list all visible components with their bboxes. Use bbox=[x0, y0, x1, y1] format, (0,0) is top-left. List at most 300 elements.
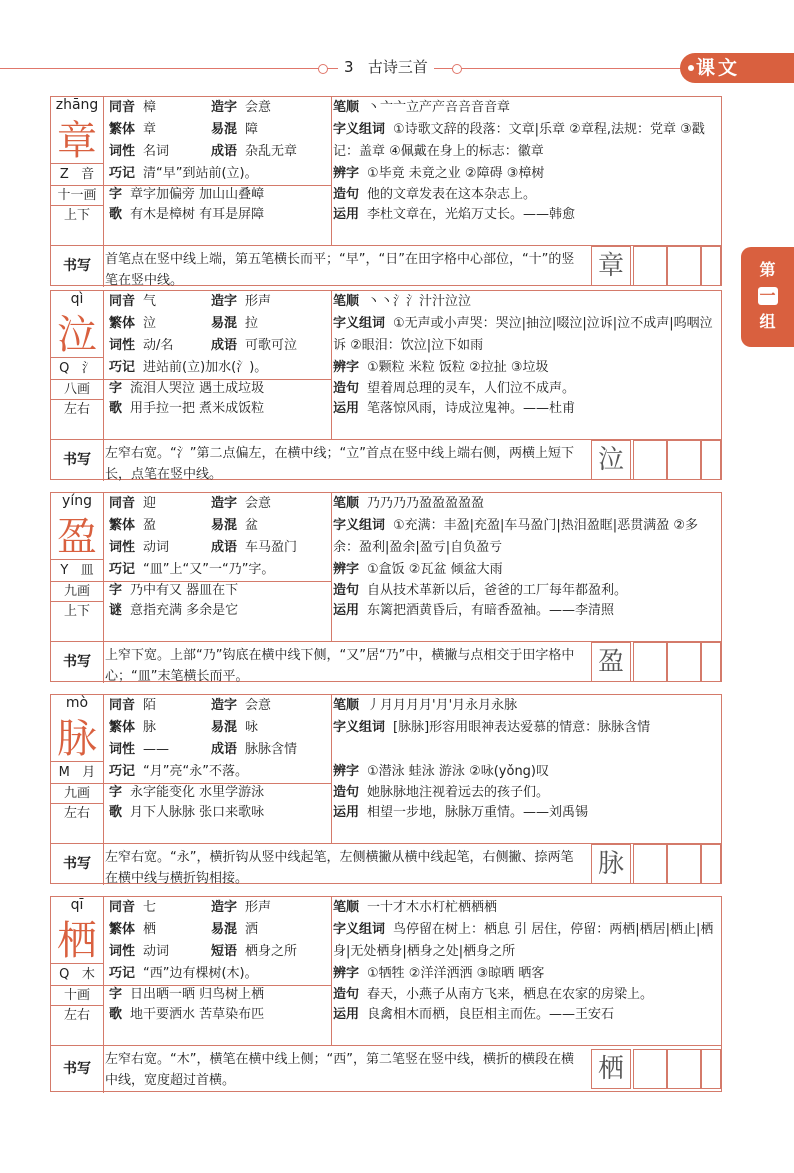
headword-char: 脉 bbox=[57, 716, 97, 762]
index-cell bbox=[51, 559, 103, 582]
info-row bbox=[211, 537, 297, 559]
headword-char: 泣 bbox=[57, 312, 97, 358]
info-row bbox=[109, 739, 169, 761]
poem-usage bbox=[333, 1005, 721, 1025]
mnemonic-row bbox=[109, 163, 258, 185]
structure: 上下 bbox=[51, 601, 103, 622]
row-label: 字义组词 bbox=[333, 518, 386, 533]
writing-guide: 左窄右宽。“木”，横笔在横中线上侧；“西”，第二笔竖在竖中线，横折的横段在横中线，宽度超过首横。 bbox=[105, 1052, 574, 1088]
structure: 左右 bbox=[51, 399, 103, 420]
practice-grid bbox=[667, 440, 701, 480]
writing-guide: 上窄下宽。上部“乃”钩底在横中线下侧，“又”居“乃”中，横撇与点相交于田字格中心；“皿”末笔横长而平。 bbox=[105, 648, 575, 684]
structure: 左右 bbox=[51, 1005, 103, 1026]
row-value: ①潜泳 蛙泳 游泳 ②咏(yǒng)叹 bbox=[367, 764, 550, 779]
example-sentence bbox=[333, 581, 721, 601]
row-value: 形声 bbox=[245, 294, 272, 309]
row-label: 笔顺 bbox=[333, 698, 360, 713]
rhyme-row bbox=[109, 399, 264, 419]
stroke-order bbox=[333, 291, 721, 313]
row-value: 章 bbox=[143, 122, 157, 137]
initial-letter: Q bbox=[59, 967, 70, 982]
row-value: —— bbox=[143, 742, 170, 757]
row-value: 章字加偏旁 加山山叠嶂 bbox=[130, 187, 265, 202]
row-value: 笔落惊风雨，诗成泣鬼神。——杜甫 bbox=[367, 401, 576, 416]
row-value: 进站前(立)加水(氵)。 bbox=[143, 360, 268, 375]
row-value: 盆 bbox=[245, 518, 259, 533]
row-value: 名词 bbox=[143, 144, 170, 159]
row-label: 成语 bbox=[211, 540, 238, 555]
pinyin: zhāng bbox=[55, 97, 99, 113]
row-value: 车马盈门 bbox=[245, 540, 298, 555]
practice-grid bbox=[633, 642, 667, 682]
info-row bbox=[109, 919, 156, 941]
rhyme-row bbox=[109, 379, 264, 399]
row-value: 陌 bbox=[143, 698, 157, 713]
row-value: 动词 bbox=[143, 540, 170, 555]
row-value: 动词 bbox=[143, 944, 170, 959]
meanings bbox=[333, 119, 721, 163]
row-value: ①毕竟 未竟之业 ②障碍 ③樟树 bbox=[367, 166, 545, 181]
meanings bbox=[333, 313, 721, 357]
practice-grid bbox=[667, 844, 701, 884]
practice-grid bbox=[701, 1049, 721, 1089]
row-value: 用手拉一把 煮米成饭粒 bbox=[130, 401, 265, 416]
row-label: 巧记 bbox=[109, 562, 136, 577]
example-sentence bbox=[333, 379, 721, 399]
row-value: 李杜文章在，光焰万丈长。——韩愈 bbox=[367, 207, 576, 222]
row-label: 词性 bbox=[109, 144, 136, 159]
row-value: ①充满：丰盈|充盈|车马盈门|热泪盈眶|恶贯满盈 ②多余：盈利|盈余|盈亏|自负盈亏 bbox=[333, 518, 698, 555]
radical: 氵 bbox=[81, 361, 95, 376]
row-value: 永字能变化 水里学游泳 bbox=[130, 785, 265, 800]
row-value: 动/名 bbox=[143, 338, 174, 353]
mnemonic-row bbox=[109, 559, 274, 581]
row-value: ①盒饭 ②瓦盆 倾盆大雨 bbox=[367, 562, 503, 577]
character-card bbox=[50, 290, 722, 480]
row-label: 巧记 bbox=[109, 764, 136, 779]
stroke-count: 九画 bbox=[51, 783, 103, 804]
distinguish bbox=[333, 963, 721, 985]
row-label: 字义组词 bbox=[333, 122, 386, 137]
practice-grid-model: 栖 bbox=[591, 1049, 631, 1089]
row-value: 良禽相木而栖，良臣相主而佐。——王安石 bbox=[367, 1007, 615, 1022]
row-value: ①牺牲 ②洋洋洒洒 ③晾晒 晒客 bbox=[367, 966, 545, 981]
row-value: 丶丶氵氵汁汁泣泣 bbox=[367, 294, 472, 309]
row-value: 她脉脉地注视着远去的孩子们。 bbox=[367, 785, 550, 800]
info-row bbox=[109, 493, 156, 515]
row-value: 一十才木朩朾杧栖栖栖 bbox=[367, 900, 498, 915]
row-label: 歌 bbox=[109, 401, 123, 416]
row-label: 造句 bbox=[333, 187, 360, 202]
row-label: 成语 bbox=[211, 338, 238, 353]
row-value: 栖 bbox=[143, 922, 157, 937]
divider bbox=[331, 897, 332, 1045]
row-label: 运用 bbox=[333, 207, 360, 222]
row-label: 造字 bbox=[211, 698, 238, 713]
row-value: 盈 bbox=[143, 518, 157, 533]
row-label: 辨字 bbox=[333, 966, 360, 981]
writing-guide: 左窄右宽。“永”，横折钩从竖中线起笔，左侧横撇从横中线起笔，右侧撇、捺两笔在横中线与横折钩相接。 bbox=[105, 850, 574, 886]
row-value: 相望一步地，脉脉万重情。——刘禹锡 bbox=[367, 805, 589, 820]
row-label: 笔顺 bbox=[333, 100, 360, 115]
row-label: 字义组词 bbox=[333, 720, 386, 735]
info-row bbox=[211, 695, 271, 717]
divider bbox=[103, 439, 104, 481]
stroke-order bbox=[333, 695, 721, 717]
row-label: 字 bbox=[109, 381, 123, 396]
mnemonic-row bbox=[109, 761, 248, 783]
practice-grid bbox=[667, 1049, 701, 1089]
row-label: 造句 bbox=[333, 381, 360, 396]
distinguish bbox=[333, 163, 721, 185]
row-value: 脉脉含情 bbox=[245, 742, 298, 757]
index-cell bbox=[51, 357, 103, 380]
row-label: 易混 bbox=[211, 316, 238, 331]
row-value: 望着周总理的灵车，人们泣不成声。 bbox=[367, 381, 576, 396]
radical: 月 bbox=[82, 765, 96, 780]
practice-grid bbox=[667, 246, 701, 286]
row-label: 字义组词 bbox=[333, 922, 386, 937]
stroke-order bbox=[333, 493, 721, 515]
practice-grid bbox=[701, 246, 721, 286]
divider bbox=[103, 245, 104, 287]
info-row bbox=[211, 515, 258, 537]
practice-grid bbox=[701, 844, 721, 884]
row-label: 歌 bbox=[109, 1007, 123, 1022]
row-value: 乃乃乃乃盈盈盈盈盈 bbox=[367, 496, 485, 511]
pinyin: qī bbox=[70, 897, 84, 913]
row-value: 咏 bbox=[245, 720, 259, 735]
row-value: 拉 bbox=[245, 316, 259, 331]
row-label: 同音 bbox=[109, 100, 136, 115]
row-label: 易混 bbox=[211, 122, 238, 137]
row-label: 词性 bbox=[109, 944, 136, 959]
row-label: 繁体 bbox=[109, 518, 136, 533]
practice-grid-model: 脉 bbox=[591, 844, 631, 884]
group-tab-number: 一 bbox=[759, 286, 776, 305]
poem-usage bbox=[333, 803, 721, 823]
row-label: 同音 bbox=[109, 496, 136, 511]
writing-label: 书写 bbox=[63, 452, 91, 468]
pinyin: yíng bbox=[62, 493, 92, 509]
practice-grid-model: 章 bbox=[591, 246, 631, 286]
info-row bbox=[109, 291, 156, 313]
divider bbox=[331, 695, 332, 843]
stroke-order bbox=[333, 97, 721, 119]
row-value: 会意 bbox=[245, 698, 272, 713]
row-label: 运用 bbox=[333, 603, 360, 618]
row-value: ①颗粒 米粒 饭粒 ②拉扯 ③垃圾 bbox=[367, 360, 549, 375]
section-badge: 课文 bbox=[680, 53, 794, 83]
row-label: 辨字 bbox=[333, 360, 360, 375]
row-label: 短语 bbox=[211, 944, 238, 959]
row-value: 春天，小燕子从南方飞来，栖息在农家的房梁上。 bbox=[367, 987, 654, 1002]
row-value: 栖身之所 bbox=[245, 944, 298, 959]
row-label: 易混 bbox=[211, 922, 238, 937]
practice-grid bbox=[633, 844, 667, 884]
divider bbox=[331, 493, 332, 641]
row-label: 字义组词 bbox=[333, 316, 386, 331]
info-row bbox=[211, 717, 258, 739]
row-label: 易混 bbox=[211, 720, 238, 735]
row-label: 词性 bbox=[109, 742, 136, 757]
row-label: 字 bbox=[109, 785, 123, 800]
practice-grid bbox=[701, 642, 721, 682]
row-label: 笔顺 bbox=[333, 496, 360, 511]
info-row bbox=[211, 119, 258, 141]
example-sentence bbox=[333, 985, 721, 1005]
divider bbox=[103, 1045, 104, 1093]
info-row bbox=[109, 717, 156, 739]
rhyme-row bbox=[109, 985, 264, 1005]
row-label: 运用 bbox=[333, 401, 360, 416]
distinguish bbox=[333, 761, 721, 783]
info-row bbox=[211, 313, 258, 335]
row-label: 成语 bbox=[211, 144, 238, 159]
row-value: 洒 bbox=[245, 922, 259, 937]
headword-char: 盈 bbox=[57, 514, 97, 560]
row-value: 会意 bbox=[245, 100, 272, 115]
stroke-order bbox=[333, 897, 721, 919]
info-row bbox=[211, 493, 271, 515]
row-value: 自从技术革新以后，爸爸的工厂每年都盈利。 bbox=[367, 583, 628, 598]
row-value: 有木是樟树 有耳是屏障 bbox=[130, 207, 265, 222]
row-label: 繁体 bbox=[109, 922, 136, 937]
row-label: 词性 bbox=[109, 540, 136, 555]
info-row bbox=[109, 537, 169, 559]
row-label: 字 bbox=[109, 987, 123, 1002]
writing-label: 书写 bbox=[63, 856, 91, 872]
row-label: 同音 bbox=[109, 698, 136, 713]
row-label: 造句 bbox=[333, 987, 360, 1002]
row-value: 乃中有又 器皿在下 bbox=[130, 583, 239, 598]
row-label: 繁体 bbox=[109, 122, 136, 137]
initial-letter: M bbox=[58, 765, 70, 780]
writing-guide: 左窄右宽。“氵”第二点偏左，在横中线；“立”首点在竖中线上端右侧，两横上短下长，点笔在竖中线。 bbox=[105, 446, 574, 482]
index-cell bbox=[51, 163, 103, 186]
distinguish bbox=[333, 357, 721, 379]
row-value: 脉 bbox=[143, 720, 157, 735]
character-card bbox=[50, 694, 722, 884]
row-value: 意指充满 多余是它 bbox=[130, 603, 239, 618]
row-label: 造句 bbox=[333, 583, 360, 598]
row-value: “西”边有棵树(木)。 bbox=[143, 966, 258, 981]
header-dot-right bbox=[452, 64, 462, 74]
divider bbox=[103, 97, 104, 245]
lesson-number: 3 bbox=[344, 58, 354, 76]
practice-grid bbox=[633, 440, 667, 480]
radical: 皿 bbox=[80, 563, 94, 578]
meanings bbox=[333, 717, 721, 761]
structure: 上下 bbox=[51, 205, 103, 226]
row-value: [脉脉]形容用眼神表达爱慕的情意：脉脉含情 bbox=[393, 720, 651, 735]
row-label: 词性 bbox=[109, 338, 136, 353]
row-label: 运用 bbox=[333, 1007, 360, 1022]
row-label: 造字 bbox=[211, 496, 238, 511]
info-row bbox=[109, 897, 156, 919]
practice-grid bbox=[633, 1049, 667, 1089]
row-label: 巧记 bbox=[109, 360, 136, 375]
divider bbox=[51, 1045, 721, 1046]
group-tab-prefix: 第 bbox=[759, 260, 776, 279]
row-label: 造字 bbox=[211, 100, 238, 115]
info-row bbox=[109, 941, 169, 963]
pinyin: qì bbox=[70, 291, 84, 307]
stroke-count: 九画 bbox=[51, 581, 103, 602]
distinguish bbox=[333, 559, 721, 581]
practice-grid-model: 泣 bbox=[591, 440, 631, 480]
row-label: 字 bbox=[109, 583, 123, 598]
row-label: 巧记 bbox=[109, 166, 136, 181]
index-cell bbox=[51, 761, 103, 784]
row-value: 丶亠亠立产产咅咅音音章 bbox=[367, 100, 511, 115]
practice-grid bbox=[701, 440, 721, 480]
poem-usage bbox=[333, 205, 721, 225]
row-value: 樟 bbox=[143, 100, 157, 115]
info-row bbox=[109, 313, 156, 335]
character-card bbox=[50, 492, 722, 682]
row-label: 歌 bbox=[109, 207, 123, 222]
radical: 木 bbox=[81, 967, 95, 982]
initial-letter: Z bbox=[59, 167, 69, 182]
index-cell bbox=[51, 963, 103, 986]
row-value: 地干要洒水 苦草染布匹 bbox=[130, 1007, 265, 1022]
row-value: 清“早”到站前(立)。 bbox=[143, 166, 258, 181]
row-value: “皿”上“又”一“乃”字。 bbox=[143, 562, 275, 577]
poem-usage bbox=[333, 601, 721, 621]
stroke-count: 十画 bbox=[51, 985, 103, 1006]
info-row bbox=[109, 141, 169, 163]
divider bbox=[103, 641, 104, 683]
rhyme-row bbox=[109, 803, 264, 823]
lesson-title: 古诗三首 bbox=[367, 58, 428, 76]
character-card bbox=[50, 96, 722, 286]
rhyme-row bbox=[109, 1005, 264, 1025]
lesson-header bbox=[338, 56, 434, 77]
meanings bbox=[333, 919, 721, 963]
stroke-count: 十一画 bbox=[51, 185, 103, 206]
divider bbox=[103, 291, 104, 439]
row-label: 歌 bbox=[109, 805, 123, 820]
divider bbox=[331, 291, 332, 439]
row-label: 辨字 bbox=[333, 764, 360, 779]
info-row bbox=[211, 919, 258, 941]
row-label: 造句 bbox=[333, 785, 360, 800]
info-row bbox=[211, 97, 271, 119]
row-value: 他的文章发表在这本杂志上。 bbox=[367, 187, 537, 202]
headword-char: 章 bbox=[57, 118, 97, 164]
row-label: 同音 bbox=[109, 294, 136, 309]
row-label: 繁体 bbox=[109, 316, 136, 331]
example-sentence bbox=[333, 185, 721, 205]
info-row bbox=[211, 739, 297, 761]
row-value: 会意 bbox=[245, 496, 272, 511]
structure: 左右 bbox=[51, 803, 103, 824]
rhyme-row bbox=[109, 783, 264, 803]
row-label: 造字 bbox=[211, 900, 238, 915]
row-value: 东篱把酒黄昏后，有暗香盈袖。——李清照 bbox=[367, 603, 615, 618]
row-label: 字 bbox=[109, 187, 123, 202]
group-tab bbox=[741, 247, 794, 347]
initial-letter: Q bbox=[59, 361, 70, 376]
row-value: 杂乱无章 bbox=[245, 144, 298, 159]
pinyin: mò bbox=[65, 695, 89, 711]
poem-usage bbox=[333, 399, 721, 419]
mnemonic-row bbox=[109, 357, 267, 379]
row-value: “月”亮“永”不落。 bbox=[143, 764, 248, 779]
row-label: 辨字 bbox=[333, 562, 360, 577]
divider bbox=[103, 897, 104, 1045]
info-row bbox=[109, 119, 156, 141]
header-dot-left bbox=[318, 64, 328, 74]
row-label: 谜 bbox=[109, 603, 123, 618]
row-label: 成语 bbox=[211, 742, 238, 757]
row-value: 气 bbox=[143, 294, 157, 309]
row-value: ①诗歌文辞的段落：文章|乐章 ②章程,法规：党章 ③戳记：盖章 ④佩戴在身上的标志：徽章 bbox=[333, 122, 705, 159]
rhyme-row bbox=[109, 185, 264, 205]
group-tab-suffix: 组 bbox=[759, 312, 776, 331]
row-value: 日出晒一晒 归鸟树上栖 bbox=[130, 987, 265, 1002]
row-label: 运用 bbox=[333, 805, 360, 820]
info-row bbox=[109, 97, 156, 119]
row-label: 辨字 bbox=[333, 166, 360, 181]
character-card bbox=[50, 896, 722, 1092]
rhyme-row bbox=[109, 205, 264, 225]
practice-grid bbox=[633, 246, 667, 286]
writing-guide: 首笔点在竖中线上端，第五笔横长而平；“早”，“日”在田字格中心部位，“十”的竖笔在竖中线。 bbox=[105, 252, 575, 288]
divider bbox=[103, 695, 104, 843]
stroke-count: 八画 bbox=[51, 379, 103, 400]
row-value: 月下人脉脉 张口来歌咏 bbox=[130, 805, 265, 820]
info-row bbox=[109, 695, 156, 717]
info-row bbox=[211, 291, 271, 313]
rhyme-row bbox=[109, 601, 238, 621]
row-label: 同音 bbox=[109, 900, 136, 915]
divider bbox=[331, 97, 332, 245]
practice-grid-model: 盈 bbox=[591, 642, 631, 682]
row-value: 障 bbox=[245, 122, 259, 137]
row-label: 造字 bbox=[211, 294, 238, 309]
writing-label: 书写 bbox=[63, 258, 91, 274]
row-label: 繁体 bbox=[109, 720, 136, 735]
row-value: 流泪人哭泣 遇土成垃圾 bbox=[130, 381, 265, 396]
meanings bbox=[333, 515, 721, 559]
headword-char: 栖 bbox=[57, 918, 97, 964]
row-value: 鸟停留在树上：栖息 引 居住，停留：两栖|栖居|栖止|栖身|无处栖身|栖身之处|栖身之所 bbox=[333, 922, 714, 959]
writing-label: 书写 bbox=[63, 654, 91, 670]
row-value: 丿月月月月'月'月永月永脉 bbox=[367, 698, 518, 713]
info-row bbox=[211, 941, 297, 963]
row-label: 易混 bbox=[211, 518, 238, 533]
practice-grid bbox=[667, 642, 701, 682]
initial-letter: Y bbox=[60, 563, 69, 578]
row-value: 泣 bbox=[143, 316, 157, 331]
info-row bbox=[109, 515, 156, 537]
info-row bbox=[109, 335, 173, 357]
row-value: ①无声或小声哭：哭泣|抽泣|啜泣|泣诉|泣不成声|呜咽泣诉 ②眼泪：饮泣|泣下如雨 bbox=[333, 316, 713, 353]
example-sentence bbox=[333, 783, 721, 803]
row-label: 笔顺 bbox=[333, 900, 360, 915]
info-row bbox=[211, 897, 271, 919]
info-row bbox=[211, 335, 297, 357]
info-row bbox=[211, 141, 297, 163]
rhyme-row bbox=[109, 581, 238, 601]
row-value: 可歌可泣 bbox=[245, 338, 298, 353]
row-label: 巧记 bbox=[109, 966, 136, 981]
row-value: 形声 bbox=[245, 900, 272, 915]
radical: 音 bbox=[81, 167, 95, 182]
writing-label: 书写 bbox=[63, 1061, 91, 1077]
